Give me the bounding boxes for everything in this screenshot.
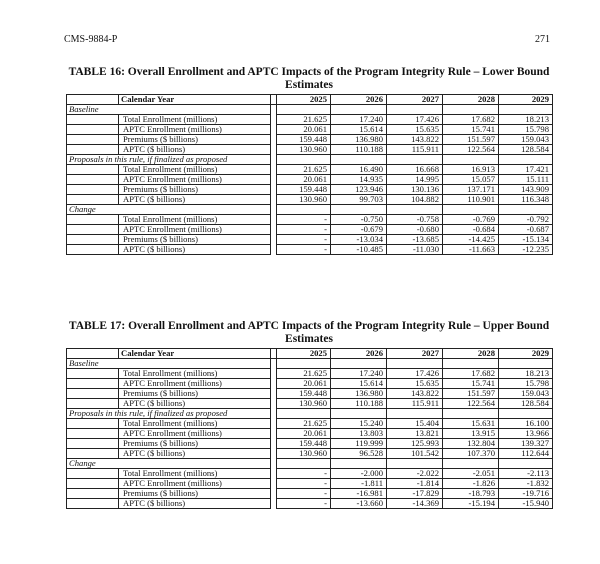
value-cell: -0.684 [443, 225, 499, 235]
table-row [67, 215, 553, 225]
value-cell: 17.426 [387, 115, 443, 125]
section-row [67, 359, 553, 369]
value-cell: 130.960 [277, 195, 331, 205]
indent-cell [67, 215, 119, 225]
indent-cell [67, 225, 119, 235]
row-label: Premiums ($ billions) [119, 135, 271, 145]
value-cell: 21.625 [277, 165, 331, 175]
section-row [67, 409, 553, 419]
table-row [67, 175, 553, 185]
value-cell: 96.528 [331, 449, 387, 459]
value-cell: -13.034 [331, 235, 387, 245]
header-row [67, 349, 553, 359]
row-label: Total Enrollment (millions) [119, 419, 271, 429]
table-row [67, 369, 553, 379]
value-cell: - [277, 225, 331, 235]
value-cell: 16.913 [443, 165, 499, 175]
value-cell: -14.425 [443, 235, 499, 245]
value-cell: 18.213 [499, 115, 553, 125]
value-cell: 16.100 [499, 419, 553, 429]
value-cell: 14.935 [331, 175, 387, 185]
header-blank [67, 95, 119, 105]
value-cell: -0.758 [387, 215, 443, 225]
section-blank-cell [331, 105, 387, 115]
indent-cell [67, 175, 119, 185]
page-number: 271 [535, 34, 550, 45]
value-cell: 159.448 [277, 135, 331, 145]
value-cell: 15.404 [387, 419, 443, 429]
value-cell: 110.188 [331, 399, 387, 409]
indent-cell [67, 115, 119, 125]
indent-cell [67, 399, 119, 409]
value-cell: - [277, 469, 331, 479]
column-header-year: 2027 [387, 95, 443, 105]
indent-cell [67, 235, 119, 245]
value-cell: 17.240 [331, 115, 387, 125]
value-cell: -15.940 [499, 499, 553, 509]
row-label: Premiums ($ billions) [119, 389, 271, 399]
value-cell: 18.213 [499, 369, 553, 379]
value-cell: -12.235 [499, 245, 553, 255]
table-row [67, 185, 553, 195]
value-cell: 21.625 [277, 115, 331, 125]
row-label: APTC Enrollment (millions) [119, 125, 271, 135]
value-cell: 123.946 [331, 185, 387, 195]
section-label: Proposals in this rule, if finalized as proposed [67, 409, 271, 419]
table-row [67, 489, 553, 499]
data-table [66, 348, 553, 509]
section-blank-cell [499, 205, 553, 215]
value-cell: 137.171 [443, 185, 499, 195]
section-blank-cell [331, 155, 387, 165]
value-cell: -2.022 [387, 469, 443, 479]
value-cell: 15.741 [443, 125, 499, 135]
column-header-year: 2029 [499, 95, 553, 105]
section-blank-cell [387, 105, 443, 115]
section-row [67, 155, 553, 165]
value-cell: 128.584 [499, 145, 553, 155]
value-cell: 159.043 [499, 135, 553, 145]
column-header-year: 2025 [277, 95, 331, 105]
data-table [66, 94, 553, 255]
value-cell: 122.564 [443, 145, 499, 155]
column-header-year: 2027 [387, 349, 443, 359]
value-cell: -17.829 [387, 489, 443, 499]
indent-cell [67, 245, 119, 255]
row-label: Total Enrollment (millions) [119, 165, 271, 175]
value-cell: -1.832 [499, 479, 553, 489]
section-blank-cell [443, 155, 499, 165]
value-cell: 130.960 [277, 145, 331, 155]
row-label: APTC Enrollment (millions) [119, 225, 271, 235]
section-label: Change [67, 459, 271, 469]
section-blank-cell [277, 409, 331, 419]
indent-cell [67, 145, 119, 155]
value-cell: 15.798 [499, 125, 553, 135]
value-cell: -0.792 [499, 215, 553, 225]
section-blank-cell [443, 105, 499, 115]
table-row [67, 419, 553, 429]
section-blank-cell [387, 409, 443, 419]
row-label: APTC ($ billions) [119, 399, 271, 409]
indent-cell [67, 489, 119, 499]
value-cell: 16.490 [331, 165, 387, 175]
value-cell: 99.703 [331, 195, 387, 205]
value-cell: - [277, 235, 331, 245]
section-row [67, 105, 553, 115]
value-cell: 104.882 [387, 195, 443, 205]
value-cell: 15.741 [443, 379, 499, 389]
section-blank-cell [443, 459, 499, 469]
table-row [67, 145, 553, 155]
value-cell: 17.682 [443, 369, 499, 379]
value-cell: 15.798 [499, 379, 553, 389]
table-row [67, 439, 553, 449]
value-cell: -2.000 [331, 469, 387, 479]
row-label: APTC ($ billions) [119, 499, 271, 509]
value-cell: -1.811 [331, 479, 387, 489]
value-cell: 159.043 [499, 389, 553, 399]
value-cell: 17.426 [387, 369, 443, 379]
value-cell: -13.660 [331, 499, 387, 509]
table-row [67, 469, 553, 479]
table-title: TABLE 17: Overall Enrollment and APTC Impacts of the Program Integrity Rule – Upper Bound Estimates [68, 320, 550, 345]
value-cell: 15.631 [443, 419, 499, 429]
section-label: Baseline [67, 105, 271, 115]
value-cell: -19.716 [499, 489, 553, 499]
value-cell: 15.614 [331, 379, 387, 389]
column-header-calendar-year: Calendar Year [119, 349, 271, 359]
indent-cell [67, 389, 119, 399]
value-cell: 130.960 [277, 399, 331, 409]
value-cell: -0.750 [331, 215, 387, 225]
value-cell: - [277, 489, 331, 499]
document-id: CMS-9884-P [64, 34, 118, 45]
value-cell: 17.421 [499, 165, 553, 175]
section-blank-cell [277, 359, 331, 369]
section-blank-cell [443, 409, 499, 419]
value-cell: 151.597 [443, 135, 499, 145]
value-cell: 15.635 [387, 125, 443, 135]
section-blank-cell [277, 459, 331, 469]
indent-cell [67, 165, 119, 175]
value-cell: 21.625 [277, 419, 331, 429]
value-cell: 136.980 [331, 135, 387, 145]
section-blank-cell [499, 409, 553, 419]
value-cell: 159.448 [277, 185, 331, 195]
section-blank-cell [499, 359, 553, 369]
running-header [64, 34, 550, 45]
section-label: Change [67, 205, 271, 215]
value-cell: -14.369 [387, 499, 443, 509]
column-header-year: 2026 [331, 349, 387, 359]
column-header-year: 2025 [277, 349, 331, 359]
value-cell: - [277, 245, 331, 255]
value-cell: 110.901 [443, 195, 499, 205]
indent-cell [67, 379, 119, 389]
value-cell: 159.448 [277, 439, 331, 449]
value-cell: 15.111 [499, 175, 553, 185]
table-row [67, 245, 553, 255]
value-cell: -10.485 [331, 245, 387, 255]
value-cell: 119.999 [331, 439, 387, 449]
section-blank-cell [387, 205, 443, 215]
value-cell: 15.240 [331, 419, 387, 429]
table-row [67, 449, 553, 459]
column-header-year: 2028 [443, 95, 499, 105]
value-cell: 112.644 [499, 449, 553, 459]
section-blank-cell [499, 459, 553, 469]
value-cell: 20.061 [277, 175, 331, 185]
table-row [67, 399, 553, 409]
table-16 [64, 66, 554, 255]
value-cell: 107.370 [443, 449, 499, 459]
indent-cell [67, 369, 119, 379]
row-label: Total Enrollment (millions) [119, 115, 271, 125]
value-cell: -18.793 [443, 489, 499, 499]
value-cell: 130.960 [277, 449, 331, 459]
indent-cell [67, 469, 119, 479]
indent-cell [67, 449, 119, 459]
table-17 [64, 320, 554, 509]
row-label: APTC ($ billions) [119, 195, 271, 205]
section-blank-cell [387, 359, 443, 369]
value-cell: 20.061 [277, 125, 331, 135]
table-row [67, 125, 553, 135]
table-row [67, 135, 553, 145]
value-cell: -15.194 [443, 499, 499, 509]
value-cell: 115.911 [387, 399, 443, 409]
column-header-year: 2029 [499, 349, 553, 359]
value-cell: 16.668 [387, 165, 443, 175]
value-cell: 17.682 [443, 115, 499, 125]
value-cell: - [277, 499, 331, 509]
value-cell: 101.542 [387, 449, 443, 459]
value-cell: 132.804 [443, 439, 499, 449]
section-row [67, 459, 553, 469]
row-label: APTC ($ billions) [119, 449, 271, 459]
value-cell: - [277, 479, 331, 489]
value-cell: 130.136 [387, 185, 443, 195]
indent-cell [67, 185, 119, 195]
value-cell: -0.680 [387, 225, 443, 235]
table-row [67, 479, 553, 489]
column-header-year: 2026 [331, 95, 387, 105]
value-cell: 159.448 [277, 389, 331, 399]
indent-cell [67, 499, 119, 509]
value-cell: 128.584 [499, 399, 553, 409]
value-cell: -2.051 [443, 469, 499, 479]
table-row [67, 379, 553, 389]
indent-cell [67, 479, 119, 489]
column-header-calendar-year: Calendar Year [119, 95, 271, 105]
value-cell: 122.564 [443, 399, 499, 409]
value-cell: 143.822 [387, 389, 443, 399]
value-cell: 17.240 [331, 369, 387, 379]
indent-cell [67, 419, 119, 429]
row-label: Premiums ($ billions) [119, 185, 271, 195]
section-blank-cell [443, 359, 499, 369]
value-cell: 136.980 [331, 389, 387, 399]
indent-cell [67, 125, 119, 135]
header-row [67, 95, 553, 105]
value-cell: 15.635 [387, 379, 443, 389]
section-blank-cell [443, 205, 499, 215]
section-blank-cell [277, 205, 331, 215]
value-cell: - [277, 215, 331, 225]
header-blank [67, 349, 119, 359]
value-cell: 139.327 [499, 439, 553, 449]
value-cell: 14.995 [387, 175, 443, 185]
value-cell: -11.663 [443, 245, 499, 255]
table-title: TABLE 16: Overall Enrollment and APTC Impacts of the Program Integrity Rule – Lower Bound Estimates [68, 66, 550, 91]
value-cell: -0.687 [499, 225, 553, 235]
section-blank-cell [499, 155, 553, 165]
section-blank-cell [387, 155, 443, 165]
indent-cell [67, 439, 119, 449]
value-cell: -0.769 [443, 215, 499, 225]
row-label: Premiums ($ billions) [119, 439, 271, 449]
row-label: Total Enrollment (millions) [119, 215, 271, 225]
table-row [67, 429, 553, 439]
value-cell: -1.826 [443, 479, 499, 489]
value-cell: 116.348 [499, 195, 553, 205]
table-row [67, 389, 553, 399]
section-blank-cell [331, 205, 387, 215]
row-label: Premiums ($ billions) [119, 489, 271, 499]
value-cell: 13.821 [387, 429, 443, 439]
table-row [67, 165, 553, 175]
row-label: Premiums ($ billions) [119, 235, 271, 245]
value-cell: 20.061 [277, 429, 331, 439]
value-cell: 13.966 [499, 429, 553, 439]
table-row [67, 225, 553, 235]
row-label: APTC ($ billions) [119, 145, 271, 155]
section-blank-cell [277, 105, 331, 115]
value-cell: 13.803 [331, 429, 387, 439]
table-row [67, 115, 553, 125]
value-cell: -15.134 [499, 235, 553, 245]
value-cell: 115.911 [387, 145, 443, 155]
table-row [67, 195, 553, 205]
value-cell: -0.679 [331, 225, 387, 235]
value-cell: 151.597 [443, 389, 499, 399]
indent-cell [67, 429, 119, 439]
row-label: Total Enrollment (millions) [119, 369, 271, 379]
section-blank-cell [499, 105, 553, 115]
value-cell: -13.685 [387, 235, 443, 245]
row-label: APTC ($ billions) [119, 245, 271, 255]
value-cell: -2.113 [499, 469, 553, 479]
value-cell: 110.188 [331, 145, 387, 155]
row-label: APTC Enrollment (millions) [119, 429, 271, 439]
value-cell: 143.909 [499, 185, 553, 195]
table-row [67, 235, 553, 245]
table-row [67, 499, 553, 509]
section-row [67, 205, 553, 215]
value-cell: 15.057 [443, 175, 499, 185]
value-cell: -11.030 [387, 245, 443, 255]
row-label: APTC Enrollment (millions) [119, 379, 271, 389]
column-header-year: 2028 [443, 349, 499, 359]
value-cell: 13.915 [443, 429, 499, 439]
value-cell: 21.625 [277, 369, 331, 379]
section-blank-cell [277, 155, 331, 165]
row-label: APTC Enrollment (millions) [119, 175, 271, 185]
value-cell: -16.981 [331, 489, 387, 499]
value-cell: 20.061 [277, 379, 331, 389]
indent-cell [67, 195, 119, 205]
value-cell: 143.822 [387, 135, 443, 145]
section-blank-cell [331, 459, 387, 469]
section-label: Baseline [67, 359, 271, 369]
row-label: Total Enrollment (millions) [119, 469, 271, 479]
section-blank-cell [331, 409, 387, 419]
row-label: APTC Enrollment (millions) [119, 479, 271, 489]
section-blank-cell [331, 359, 387, 369]
value-cell: 125.993 [387, 439, 443, 449]
value-cell: -1.814 [387, 479, 443, 489]
section-label: Proposals in this rule, if finalized as proposed [67, 155, 271, 165]
value-cell: 15.614 [331, 125, 387, 135]
section-blank-cell [387, 459, 443, 469]
indent-cell [67, 135, 119, 145]
